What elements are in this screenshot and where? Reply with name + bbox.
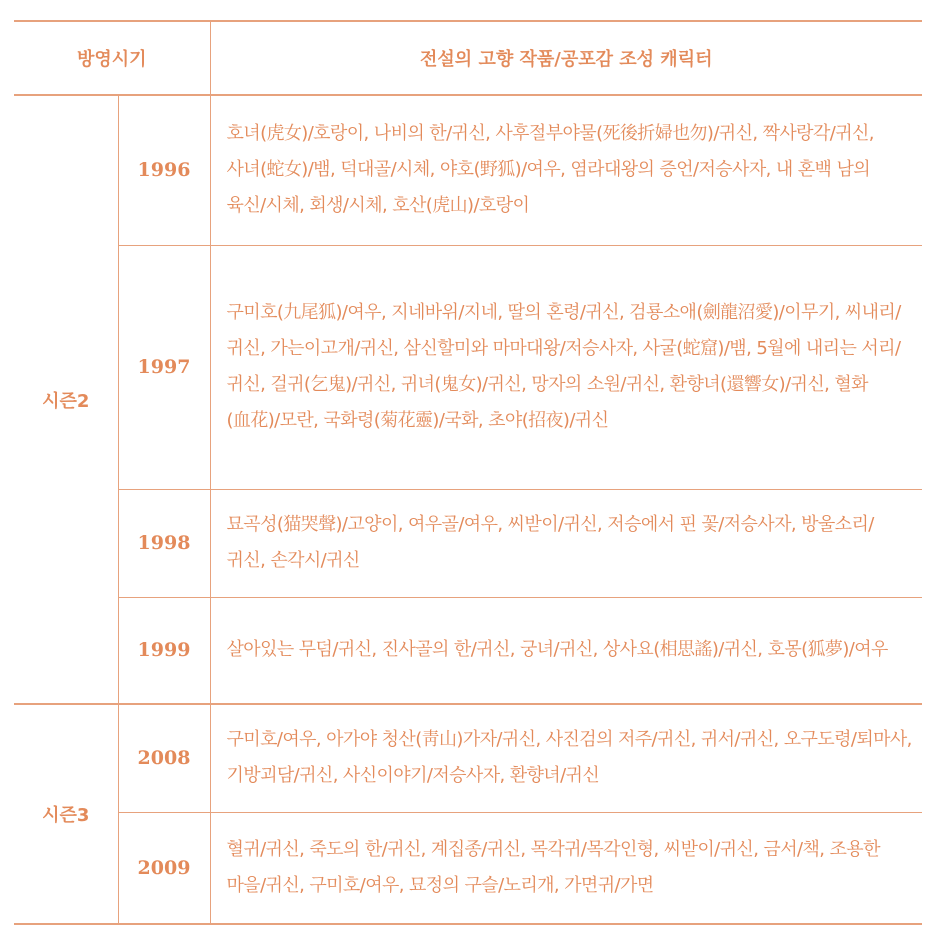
year-cell: 1996: [118, 95, 210, 245]
year-cell: 1997: [118, 245, 210, 489]
header-row: [14, 21, 922, 95]
year-cell: 1999: [118, 597, 210, 704]
table-row: [14, 95, 922, 245]
table-row: [14, 812, 922, 924]
works-cell: 호녀(虎女)/호랑이, 나비의 한/귀신, 사후절부야물(死後折婦也勿)/귀신, 짝사랑각/귀신, 사녀(蛇女)/뱀, 덕대골/시체, 야호(野狐)/여우, 염라대왕의 증언/저승사자, 내 혼백 남의 육신/시체, 회생/시체, 호산(虎山)/호랑이: [210, 95, 922, 245]
year-cell: 1998: [118, 489, 210, 597]
table-row: [14, 245, 922, 489]
season-label: 시즌2: [14, 95, 118, 704]
works-cell: 구미호(九尾狐)/여우, 지네바위/지네, 딸의 혼령/귀신, 검룡소애(劍龍沼愛)/이무기, 씨내리/귀신, 가는이고개/귀신, 삼신할미와 마마대왕/저승사자, 사굴(蛇窟)/뱀, 5월에 내리는 서리/귀신, 걸귀(乞鬼)/귀신, 귀녀(鬼女)/귀신, 망자의 소원/귀신, 환향녀(還響女)/귀신, 혈화(血花)/모란, 국화령(菊花靈)/국화, 초야(招夜)/귀신: [210, 245, 922, 489]
works-cell: 구미호/여우, 아가야 청산(靑山)가자/귀신, 사진검의 저주/귀신, 귀서/귀신, 오구도령/퇴마사, 기방괴담/귀신, 사신이야기/저승사자, 환향녀/귀신: [210, 704, 922, 812]
period-header: 방영시기: [14, 21, 210, 95]
year-cell: 2008: [118, 704, 210, 812]
works-cell: 혈귀/귀신, 죽도의 한/귀신, 계집종/귀신, 목각귀/목각인형, 씨받이/귀신, 금서/책, 조용한 마을/귀신, 구미호/여우, 묘정의 구슬/노리개, 가면귀/가면: [210, 812, 922, 924]
table-row: [14, 489, 922, 597]
table-row: [14, 597, 922, 704]
table-container: [14, 20, 922, 925]
works-cell: 살아있는 무덤/귀신, 진사골의 한/귀신, 궁녀/귀신, 상사요(相思謠)/귀신, 호몽(狐夢)/여우: [210, 597, 922, 704]
year-cell: 2009: [118, 812, 210, 924]
works-cell: 묘곡성(猫哭聲)/고양이, 여우골/여우, 씨받이/귀신, 저승에서 핀 꽃/저승사자, 방울소리/귀신, 손각시/귀신: [210, 489, 922, 597]
drama-table: [14, 20, 922, 925]
table-row: [14, 704, 922, 812]
season-label: 시즌3: [14, 704, 118, 924]
works-header: 전설의 고향 작품/공포감 조성 캐릭터: [210, 21, 922, 95]
